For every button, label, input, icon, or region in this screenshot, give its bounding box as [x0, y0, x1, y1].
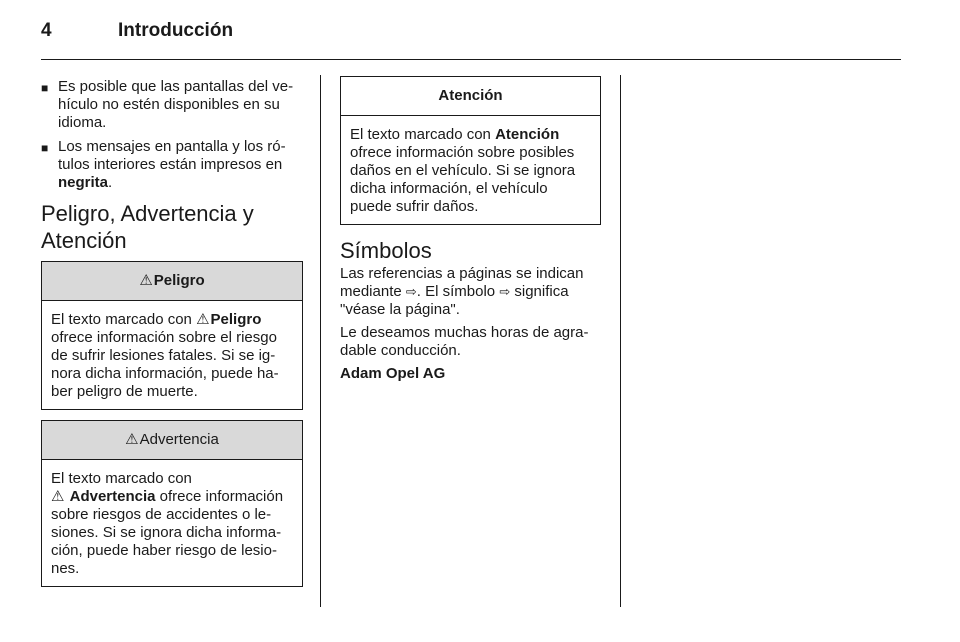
page-reference-arrow-icon: ⇨	[499, 284, 511, 299]
atencion-box	[340, 76, 601, 225]
closing-paragraph: Le deseamos muchas horas de agra-dable conducción.	[340, 324, 589, 359]
bullet-icon: ■	[41, 141, 49, 155]
body-text: El texto marcado con	[51, 311, 197, 328]
page-number: 4	[41, 20, 52, 41]
list-item	[41, 78, 303, 132]
advertencia-box-header	[42, 421, 302, 460]
bullet-text-end: .	[108, 174, 113, 191]
simbolos-paragraph	[340, 265, 601, 319]
page-title: Introducción	[118, 20, 234, 41]
warning-triangle-icon: ⚠	[51, 488, 65, 505]
atencion-box-header	[341, 77, 600, 116]
warning-triangle-icon: ⚠	[196, 311, 210, 328]
body-text: El texto marcado con	[350, 126, 496, 143]
atencion-box-body	[341, 116, 600, 224]
peligro-header-label: Peligro	[153, 272, 205, 289]
warning-triangle-icon: ⚠	[125, 431, 139, 448]
body-text: ofrece información sobre riesgos de accidentes o le-siones. Si se ignora dicha informa-ción, puede haber riesgo de lesio-nes.	[51, 488, 284, 577]
advertencia-box-body	[42, 460, 302, 586]
body-bold-text: Atención	[495, 126, 560, 143]
body-text: Las referencias a páginas se indican mediante	[340, 265, 584, 300]
body-text: significa "véase la página".	[340, 283, 569, 318]
bullet-bold-text: negrita	[58, 174, 109, 191]
body-bold-text: Advertencia	[69, 488, 156, 505]
header-rule	[41, 59, 901, 60]
peligro-box-body	[42, 301, 302, 409]
bullet-text: Los mensajes en pantalla y los ró-tulos interiores están impresos en	[58, 138, 286, 173]
body-bold-text: Peligro	[210, 311, 262, 328]
peligro-box	[41, 261, 303, 410]
atencion-header-label: Atención	[438, 87, 503, 104]
column-2	[340, 76, 601, 388]
body-text: ofrece información sobre posibles daños en el vehículo. Si se ignora dicha información, el vehículo puede sufrir daños.	[350, 144, 576, 215]
body-text: . El símbolo	[416, 283, 500, 300]
signature: Adam Opel AG	[340, 365, 446, 382]
bullet-icon: ■	[41, 81, 49, 95]
bullet-text: Es posible que las pantallas del ve-hículo no estén disponibles en su idioma.	[58, 78, 294, 131]
peligro-box-header	[42, 262, 302, 301]
body-text: El texto marcado con	[51, 470, 192, 487]
simbolos-title: Símbolos	[340, 238, 432, 263]
advertencia-box	[41, 420, 303, 587]
warning-triangle-icon: ⚠	[139, 272, 153, 289]
list-item	[41, 138, 303, 192]
page-reference-arrow-icon: ⇨	[405, 284, 417, 299]
column-1	[41, 78, 303, 597]
page-header	[41, 20, 233, 48]
body-text: ofrece información sobre el riesgo de sufrir lesiones fatales. Si se ig-nora dicha información, puede ha-ber peligro de muerte.	[51, 329, 279, 400]
column-divider	[320, 75, 321, 607]
column-divider	[620, 75, 621, 607]
bullet-list	[41, 78, 303, 192]
section-title: Peligro, Advertencia y Atención	[41, 201, 254, 253]
advertencia-header-label: Advertencia	[139, 431, 219, 448]
